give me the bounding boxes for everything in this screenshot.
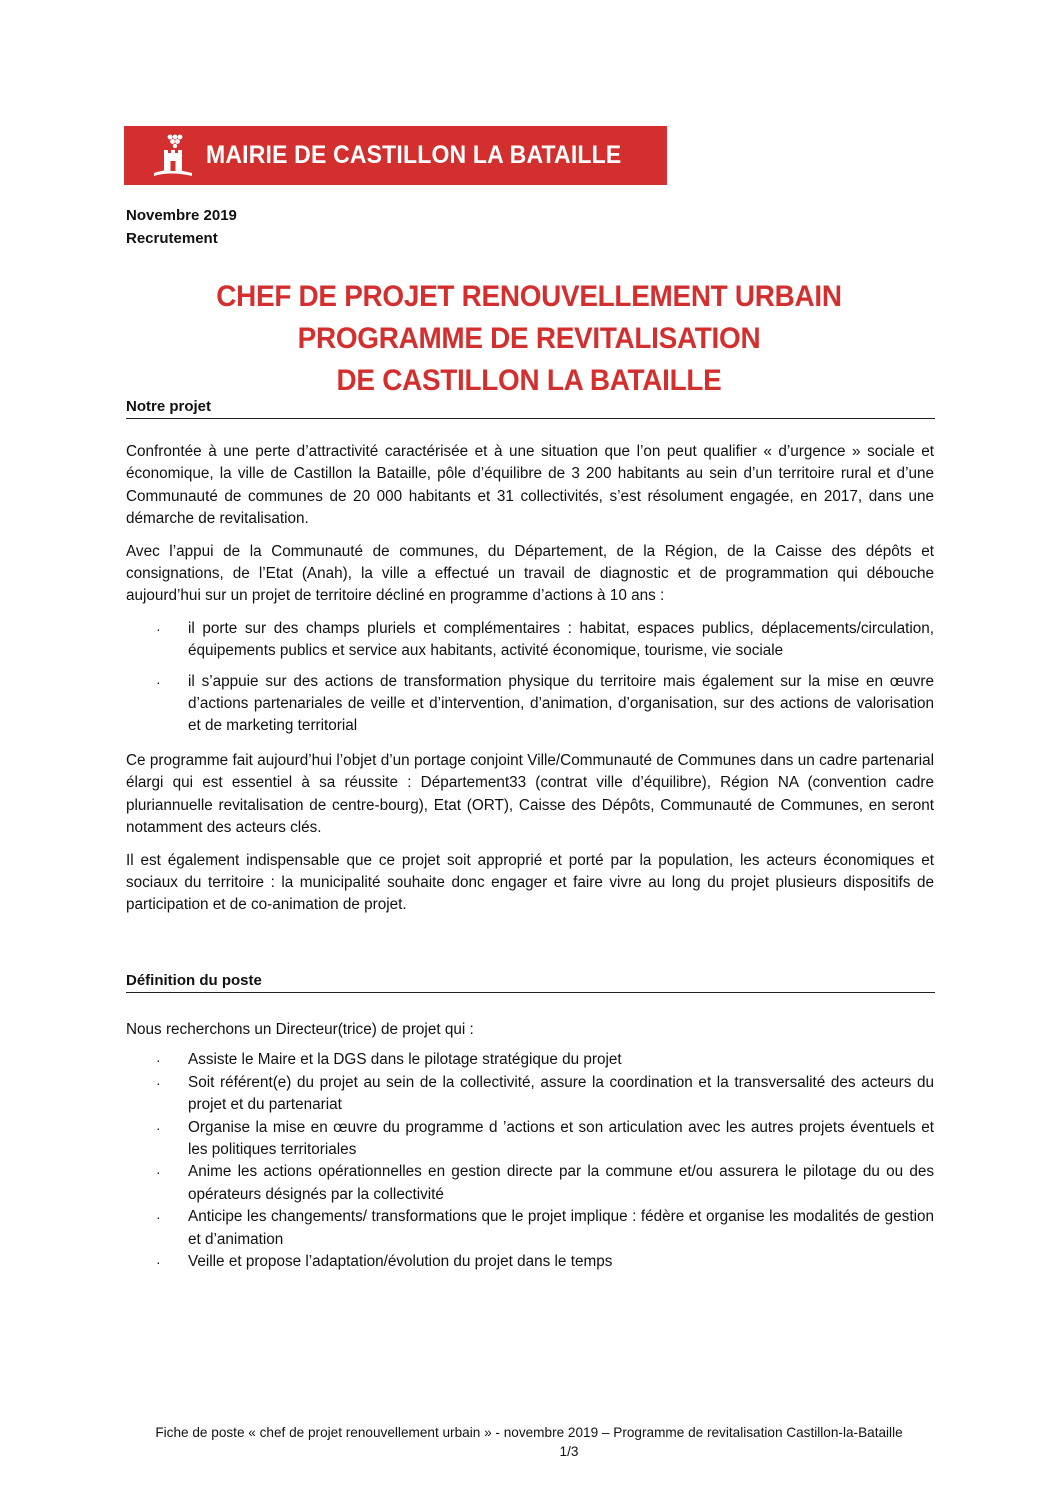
section-heading-poste: Définition du poste bbox=[126, 972, 935, 993]
page-footer bbox=[0, 1423, 1058, 1461]
section-projet-body bbox=[126, 441, 934, 927]
section-poste-body bbox=[126, 1019, 934, 1285]
paragraph: Avec l’appui de la Communauté de communes, du Département, de la Région, de la Caisse des dépôts et consignations, de l’Etat (Anah), la ville a effectué un travail de diagnostic et de programmation qui débouche aujourd’hui sur un projet de territoire décliné en programme d’actions à 10 ans : bbox=[126, 542, 934, 605]
list-item: · Anime les actions opérationnelles en gestion directe par la commune et/ou assurera le pilotage du ou des opérateurs désignés par la collectivité bbox=[126, 1161, 934, 1206]
paragraph: Ce programme fait aujourd’hui l’objet d’un portage conjoint Ville/Communauté de Communes dans un cadre partenarial élargi qui est essentiel à sa réussite : Département33 (contrat ville d’équilibre), Région NA (convention cadre pluriannuelle revitalisation de centre-bourg), Etat (ORT), Caisse des Dépôts, Communauté de Communes, en seront notamment des acteurs clés. bbox=[126, 751, 934, 837]
list-item: · Organise la mise en œuvre du programme d ’actions et son articulation avec les autres projets éventuels et les politiques territoriales bbox=[126, 1117, 934, 1162]
title-line-1: CHEF DE PROJET RENOUVELLEMENT URBAIN bbox=[216, 280, 842, 313]
title-line-3: DE CASTILLON LA BATAILLE bbox=[336, 364, 722, 397]
castle-grapes-logo-icon bbox=[150, 133, 196, 179]
list-item: · Assiste le Maire et la DGS dans le pilotage stratégique du projet bbox=[126, 1049, 934, 1071]
footer-text: Fiche de poste « chef de projet renouvellement urbain » - novembre 2019 – Programme de revitalisation Castillon-la-Bataille bbox=[155, 1425, 903, 1440]
header-banner bbox=[124, 126, 667, 185]
paragraph: Nous recherchons un Directeur(trice) de projet qui : bbox=[126, 1021, 474, 1038]
title-line-2: PROGRAMME DE REVITALISATION bbox=[297, 322, 761, 355]
page-number: 1/3 bbox=[559, 1444, 579, 1459]
bullet-list bbox=[126, 1049, 934, 1273]
bullet-list bbox=[126, 618, 934, 738]
list-item: · Anticipe les changements/ transformations que le projet implique : fédère et organise les modalités de gestion et d’animation bbox=[126, 1206, 934, 1251]
banner-title: MAIRIE DE CASTILLON LA BATAILLE bbox=[206, 141, 622, 169]
document-category: Recrutement bbox=[126, 230, 218, 247]
document-meta bbox=[126, 204, 237, 250]
list-item: · il porte sur des champs pluriels et complémentaires : habitat, espaces publics, déplacements/circulation, équipements publics et service aux habitants, activité économique, tourisme, vie sociale bbox=[126, 618, 934, 663]
document-date: Novembre 2019 bbox=[126, 207, 237, 224]
section-heading-projet: Notre projet bbox=[126, 398, 935, 419]
paragraph: Confrontée à une perte d’attractivité caractérisée et à une situation que l’on peut qualifier « d’urgence » sociale et économique, la ville de Castillon la Bataille, pôle d’équilibre de 3 200 habitants au sein d’un territoire rural et d’une Communauté de communes de 20 000 habitants et 31 collectivités, s’est résolument engagée, en 2017, dans une démarche de revitalisation. bbox=[126, 443, 934, 528]
list-item: · il s’appuie sur des actions de transformation physique du territoire mais également sur la mise en œuvre d’actions partenariales de veille et d’intervention, d’animation, d’organisation, sur des actions de valorisation et de marketing territorial bbox=[126, 671, 934, 738]
paragraph: Il est également indispensable que ce projet soit approprié et porté par la population, les acteurs économiques et sociaux du territoire : la municipalité souhaite donc engager et faire vivre au long du projet plusieurs dispositifs de participation et de co-animation de projet. bbox=[126, 851, 934, 914]
list-item: · Veille et propose l’adaptation/évolution du projet dans le temps bbox=[126, 1251, 934, 1273]
document-title bbox=[0, 276, 1058, 402]
list-item: · Soit référent(e) du projet au sein de la collectivité, assure la coordination et la transversalité des acteurs du projet et du partenariat bbox=[126, 1072, 934, 1117]
